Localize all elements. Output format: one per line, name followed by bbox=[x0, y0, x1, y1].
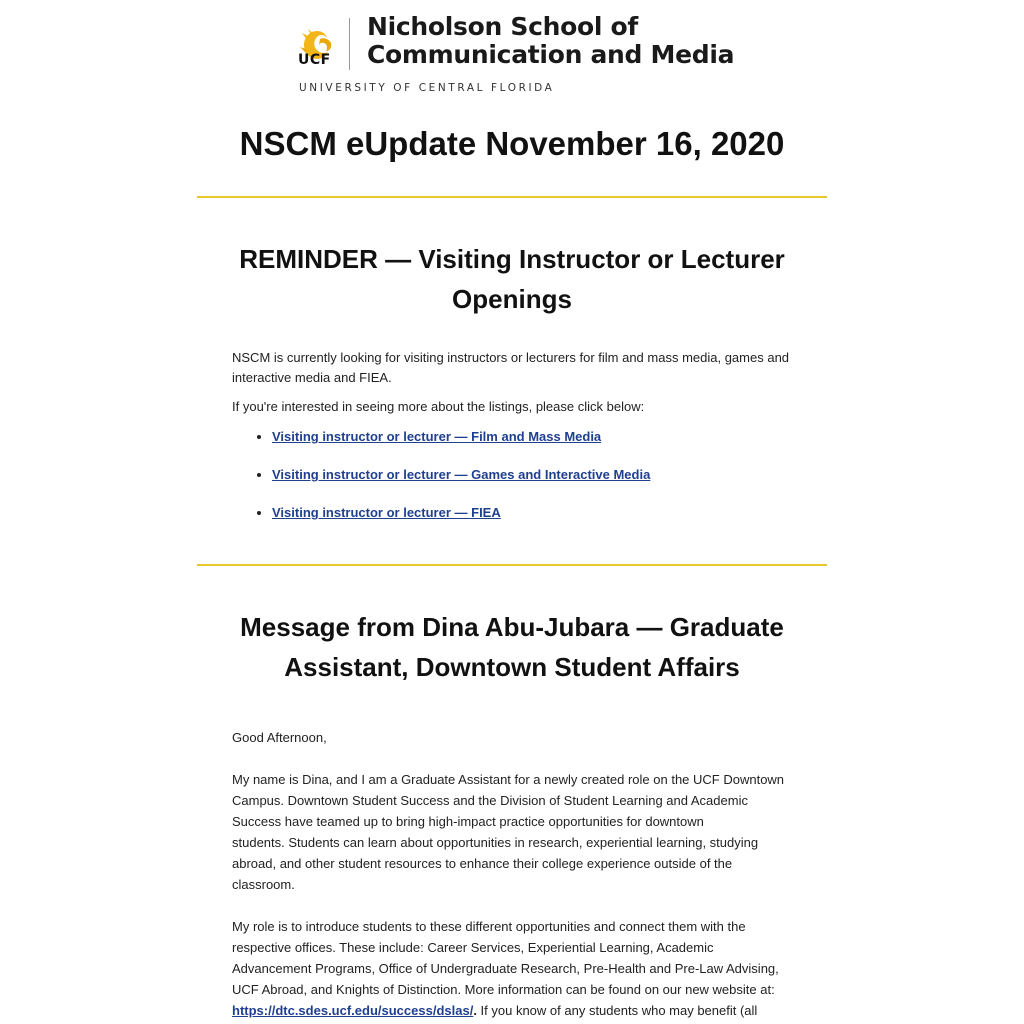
text-line: Advancement Programs, Office of Undergraduate Research, Pre-Health and Pre-Law Advising, bbox=[232, 961, 779, 976]
section-title-line: REMINDER — Visiting Instructor or Lecturer bbox=[239, 244, 785, 274]
ucf-wordmark: UCF bbox=[298, 52, 331, 68]
section-divider bbox=[197, 564, 827, 566]
link-games-interactive-media[interactable]: Visiting instructor or lecturer — Games and Interactive Media bbox=[272, 467, 651, 482]
link-fiea[interactable]: Visiting instructor or lecturer — FIEA bbox=[272, 505, 501, 520]
paragraph bbox=[232, 916, 792, 1021]
text-line: respective offices. These include: Career Services, Experiential Learning, Academic bbox=[232, 940, 714, 955]
paragraph: NSCM is currently looking for visiting instructors or lecturers for film and mass media, games and interactive media and FIEA. bbox=[232, 350, 790, 385]
text-line: Success have teamed up to bring high-impact practice opportunities for downtown bbox=[232, 814, 704, 829]
list-item bbox=[272, 427, 832, 447]
section-title-reminder bbox=[220, 239, 804, 319]
dslas-website-link[interactable]: https://dtc.sdes.ucf.edu/success/dslas/ bbox=[232, 1003, 474, 1018]
text-line: If you know of any students who may benefit (all bbox=[476, 1003, 758, 1018]
text-line: My role is to introduce students to these different opportunities and connect them with the bbox=[232, 919, 746, 934]
school-name-line2: Communication and Media bbox=[367, 40, 735, 69]
list-item bbox=[272, 503, 832, 523]
pegasus-icon bbox=[298, 14, 336, 80]
text-line: students. Students can learn about opportunities in research, experiential learning, studying bbox=[232, 835, 759, 850]
newsletter-title: NSCM eUpdate November 16, 2020 bbox=[239, 125, 785, 162]
period: . bbox=[473, 1003, 477, 1018]
school-name bbox=[367, 13, 734, 69]
section-title-line: Message from Dina Abu-Jubara — Graduate bbox=[240, 612, 784, 642]
text-line: abroad, and other student resources to enhance their college experience outside of the bbox=[232, 856, 733, 871]
section-divider bbox=[197, 196, 827, 198]
section-title-line: Openings bbox=[452, 284, 572, 314]
link-film-mass-media[interactable]: Visiting instructor or lecturer — Film and Mass Media bbox=[272, 429, 602, 444]
reminder-body bbox=[232, 348, 792, 417]
text-line: Campus. Downtown Student Success and the Division of Student Learning and Academic bbox=[232, 793, 748, 808]
school-name-line1: Nicholson School of bbox=[367, 12, 639, 41]
logo-divider bbox=[349, 18, 350, 70]
section-title-line: Assistant, Downtown Student Affairs bbox=[284, 652, 740, 682]
paragraph: If you're interested in seeing more about the listings, please click below: bbox=[232, 399, 645, 414]
text-line: My name is Dina, and I am a Graduate Assistant for a newly created role on the UCF Downtown bbox=[232, 772, 785, 787]
listing-links bbox=[232, 427, 832, 541]
paragraph bbox=[232, 769, 792, 895]
text-line: UCF Abroad, and Knights of Distinction. More information can be found on our new website at: bbox=[232, 982, 775, 997]
greeting: Good Afternoon, bbox=[232, 730, 327, 745]
nscm-logo bbox=[296, 12, 736, 98]
section-title-message bbox=[220, 607, 804, 687]
list-item bbox=[272, 465, 832, 485]
text-line: classroom. bbox=[232, 877, 295, 892]
university-name: UNIVERSITY OF CENTRAL FLORIDA bbox=[299, 82, 555, 94]
message-body bbox=[232, 727, 792, 1021]
